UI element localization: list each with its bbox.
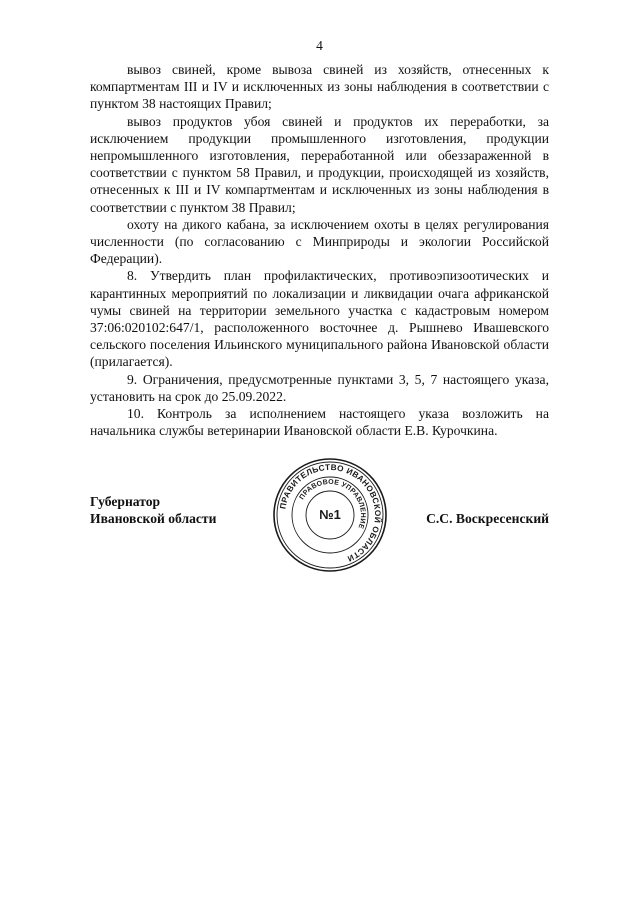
seal-number: №1 (319, 507, 341, 522)
paragraph-products-export-ban: вывоз продуктов убоя свиней и продуктов их переработки, за исключением продукции промышленного изготовления, продукции непромышленного изготовления, переработанной или обеззараженной в соответствии с пунктом 58 Правил, и продукции, происходящей из хозяйств, отнесенных к III и IV компартментам и исключенных из зоны наблюдения в соответствии с пунктом 38 Правил; (90, 113, 549, 215)
document-body (90, 61, 549, 439)
paragraph-item-9: 9. Ограничения, предусмотренные пунктами 3, 5, 7 настоящего указа, установить на срок до 25.09.2022. (90, 371, 549, 404)
paragraph-item-10: 10. Контроль за исполнением настоящего указа возложить на начальника службы ветеринарии Ивановской области Е.В. Курочкина. (90, 406, 549, 439)
paragraph-pig-export-ban: вывоз свиней, кроме вывоза свиней из хозяйств, отнесенных к компартментам III и IV и исключенных из зоны наблюдения в соответствии с пунктом 38 настоящих Правил; (90, 62, 549, 112)
paragraph-boar-hunting-ban: охоту на дикого кабана, за исключением охоты в целях регулирования численности (по согласованию с Минприроды и экологии Российской Федерации). (90, 216, 549, 267)
signer-position-line1: Губернатор (90, 494, 161, 509)
paragraph-item-8: 8. Утвердить план профилактических, противоэпизоотических и карантинных мероприятий по локализации и ликвидации очага африканской чумы свиней на территории земельного участка с кадастровым номером 37:06:020102:647/1, расположенного восточнее д. Рышнево Ивашевского сельского поселения Ильинского муниципального района Ивановской области (прилагается). (90, 268, 549, 370)
signer-name: С.С. Воскресенский (426, 511, 549, 526)
seal-inner-textpath: ПРАВОВОЕ УПРАВЛЕНИЕ (298, 478, 367, 530)
official-seal (271, 456, 389, 574)
signer-position-line2: Ивановской области (90, 511, 217, 527)
seal-outer-textpath: ПРАВИТЕЛЬСТВО ИВАНОВСКОЙ ОБЛАСТИ (278, 462, 383, 564)
page-number: 4 (316, 38, 323, 53)
signer-position (90, 493, 216, 527)
